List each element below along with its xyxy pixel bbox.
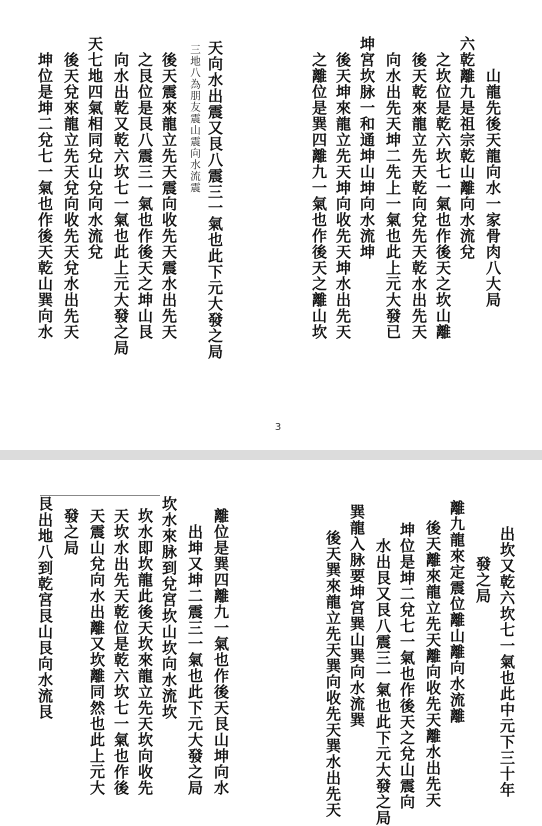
text-column: 向水出先天坤二先上一氣也此上元大發已 [384,52,402,340]
text-column: 後天震來龍立先天震向收先天震水出先天 [160,52,178,340]
text-column: 後天離來龍立先天離向收先天離水出先天 [424,520,442,808]
text-column: 坎水來脉到兌宮坎山坎向水流坎 [160,496,178,720]
text-column: 後天兌來龍立先天兌向收先天兌水出先天 [62,52,80,340]
text-column: 後天坤來龍立先天坤向收先天坤水出先天 [334,52,352,340]
text-column: 離九龍來定震位離山離向水流離 [448,500,466,724]
text-column: 之坎位是乾六坎七一氣也作後天之坎山離 [434,52,452,340]
text-column: 坎水即坎龍此後天坎來龍立先天坎向收先 [136,508,154,796]
text-column: 出坎又乾六坎七一氣也此中元下三十年 [498,526,516,798]
text-column: 後天乾來龍立先天乾向兌先天乾水出先天 [410,52,428,340]
text-column: 向水出乾又乾六坎七一氣也此上元大發之局 [112,52,130,356]
text-column: 之離位是巽四離九一氣也作後天之離山坎 [310,52,328,340]
text-column: 坤位是坤二兌七一氣也作後天乾山巽向水 [36,52,54,340]
text-column: 山龍先後天龍向水一家骨肉八大局 [484,68,502,308]
text-column: 後天巽來龍立先天巽向收先天巽水出先天 [324,530,342,818]
text-column: 天七地四氣相同兌山兌向水流兌 [86,36,104,260]
bottom-page [0,460,542,825]
text-column: 天坎水出先天乾位是乾六坎七一氣也作後 [112,508,130,796]
page-divider [0,450,542,460]
text-column: 發之局 [474,556,492,604]
text-column: 天震山兌向水出離又坎離同然也此上元大 [88,508,106,796]
text-column: 之艮位是艮八震三一氣也作後天之坤山艮 [136,52,154,340]
text-column: 六乾離九是祖宗乾山離向水流兌 [458,36,476,260]
text-column: 坤宮坎脉一和通坤山坤向水流坤 [358,36,376,260]
text-column: 離位是巽四離九一氣也作後天艮山坤向水 [212,508,230,796]
text-column: 天向水出震又艮八震三一氣也此下元大發之局 [206,40,224,360]
text-column: 出坤又坤二震三一氣也此下元大發之局 [186,524,204,796]
text-column: 巽龍入脉要坤宮巽山巽向水流巽 [348,504,366,728]
text-column: 水出艮又艮八震三一氣也此下元大發之局 [374,538,392,826]
text-column: 坤位是坤二兌七一氣也作後天之兌山震向 [398,522,416,810]
text-column: 發之局 [62,508,80,556]
text-column: 艮出地八到乾宮艮山艮向水流艮 [36,496,54,720]
page-number: 3 [274,422,282,433]
text-column-note: 三地八為朋友震山震向水流震 [189,44,201,194]
top-rule [40,495,160,496]
